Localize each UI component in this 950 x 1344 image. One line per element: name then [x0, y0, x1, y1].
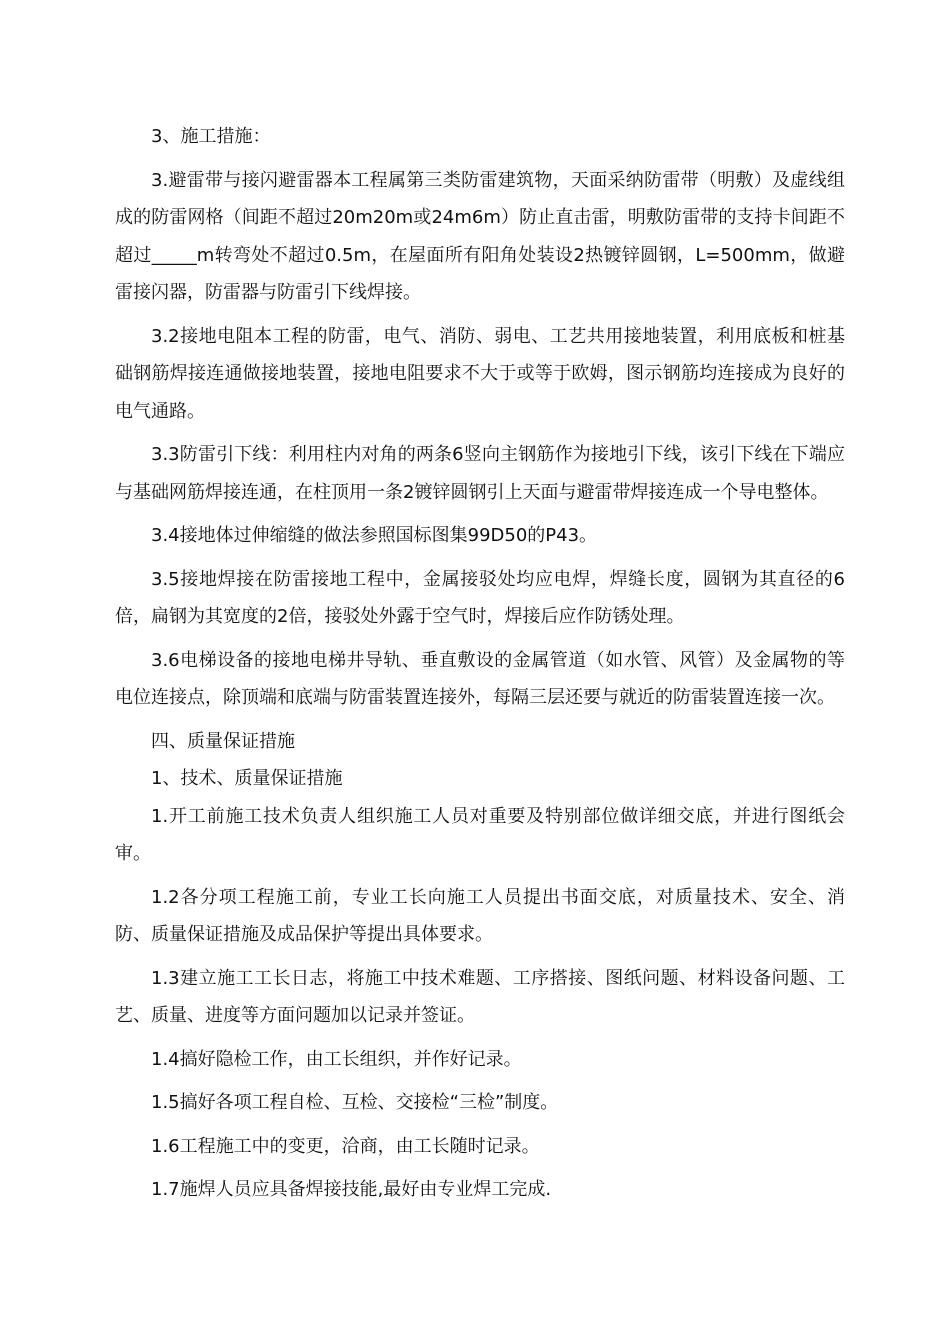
paragraph-elevator-grounding: 3.6电梯设备的接地电梯井导轨、垂直敷设的金属管道（如水管、风管）及金属物的等电位连接点，除顶端和底端与防雷装置连接外，每隔三层还要与就近的防雷装置连接一次。 [115, 649, 845, 708]
paragraph-quality-heading: 四、质量保证措施 [151, 730, 295, 752]
document-page [115, 118, 845, 1215]
paragraph-construction-measures-heading: 3、施工措施： [151, 126, 271, 147]
paragraph-three-checks: 1.5搞好各项工程自检、互检、交接检“三检”制度。 [151, 1092, 559, 1113]
paragraph-grounding-resistance: 3.2接地电阻本工程的防雷，电气、消防、弱电、工艺共用接地装置，利用底板和桩基础钢筋焊接连通做接地装置，接地电阻要求不大于或等于欧姆，图示钢筋均连接成为良好的电气通路。 [115, 325, 845, 422]
paragraph-change-records: 1.6工程施工中的变更，洽商，由工长随时记录。 [151, 1135, 540, 1157]
paragraph-written-briefing: 1.2各分项工程施工前，专业工长向施工人员提出书面交底，对质量技术、安全、消防、质量保证措施及成品保护等提出具体要求。 [115, 886, 845, 945]
paragraph-down-conductor: 3.3防雷引下线：利用柱内对角的两条6竖向主钢筋作为接地引下线，该引下线在下端应与基础网筋焊接连通，在柱顶用一条2镀锌圆钢引上天面与避雷带焊接连成一个导电整体。 [115, 444, 845, 503]
paragraph-welder-qualification: 1.7施焊人员应具备焊接技能,最好由专业焊工完成. [151, 1179, 552, 1200]
paragraph-expansion-joint: 3.4接地体过伸缩缝的做法参照国标图集99D50的P43。 [151, 525, 598, 546]
paragraph-concealed-inspection: 1.4搞好隐检工作，由工长组织，并作好记录。 [151, 1048, 522, 1070]
paragraph-grounding-welding: 3.5接地焊接在防雷接地工程中，金属接驳处均应电焊，焊缝长度，圆钢为其直径的6倍，扁钢为其宽度的2倍，接驳处外露于空气时，焊接后应作防锈处理。 [115, 568, 845, 627]
paragraph-foreman-log: 1.3建立施工工长日志，将施工中技术难题、工序搭接、图纸问题、材料设备问题、工艺、质量、进度等方面问题加以记录并签证。 [115, 967, 845, 1026]
paragraph-briefing: 1.开工前施工技术负责人组织施工人员对重要及特别部位做详细交底，并进行图纸会审。 [115, 805, 845, 864]
paragraph-technical-quality-subheading: 1、技术、质量保证措施 [151, 768, 343, 789]
paragraph-lightning-strip: 3.避雷带与接闪避雷器本工程属第三类防雷建筑物，天面采纳防雷带（明敷）及虚线组成的防雷网格（间距不超过20m20m或24m6m）防止直击雷，明敷防雷带的支持卡间距不超过_____m转弯处不超过0.5m，在屋面所有阳角处装设2热镀锌圆钢，L=500mm，做避雷接闪器，防雷器与防雷引下线焊接。 [115, 169, 845, 303]
